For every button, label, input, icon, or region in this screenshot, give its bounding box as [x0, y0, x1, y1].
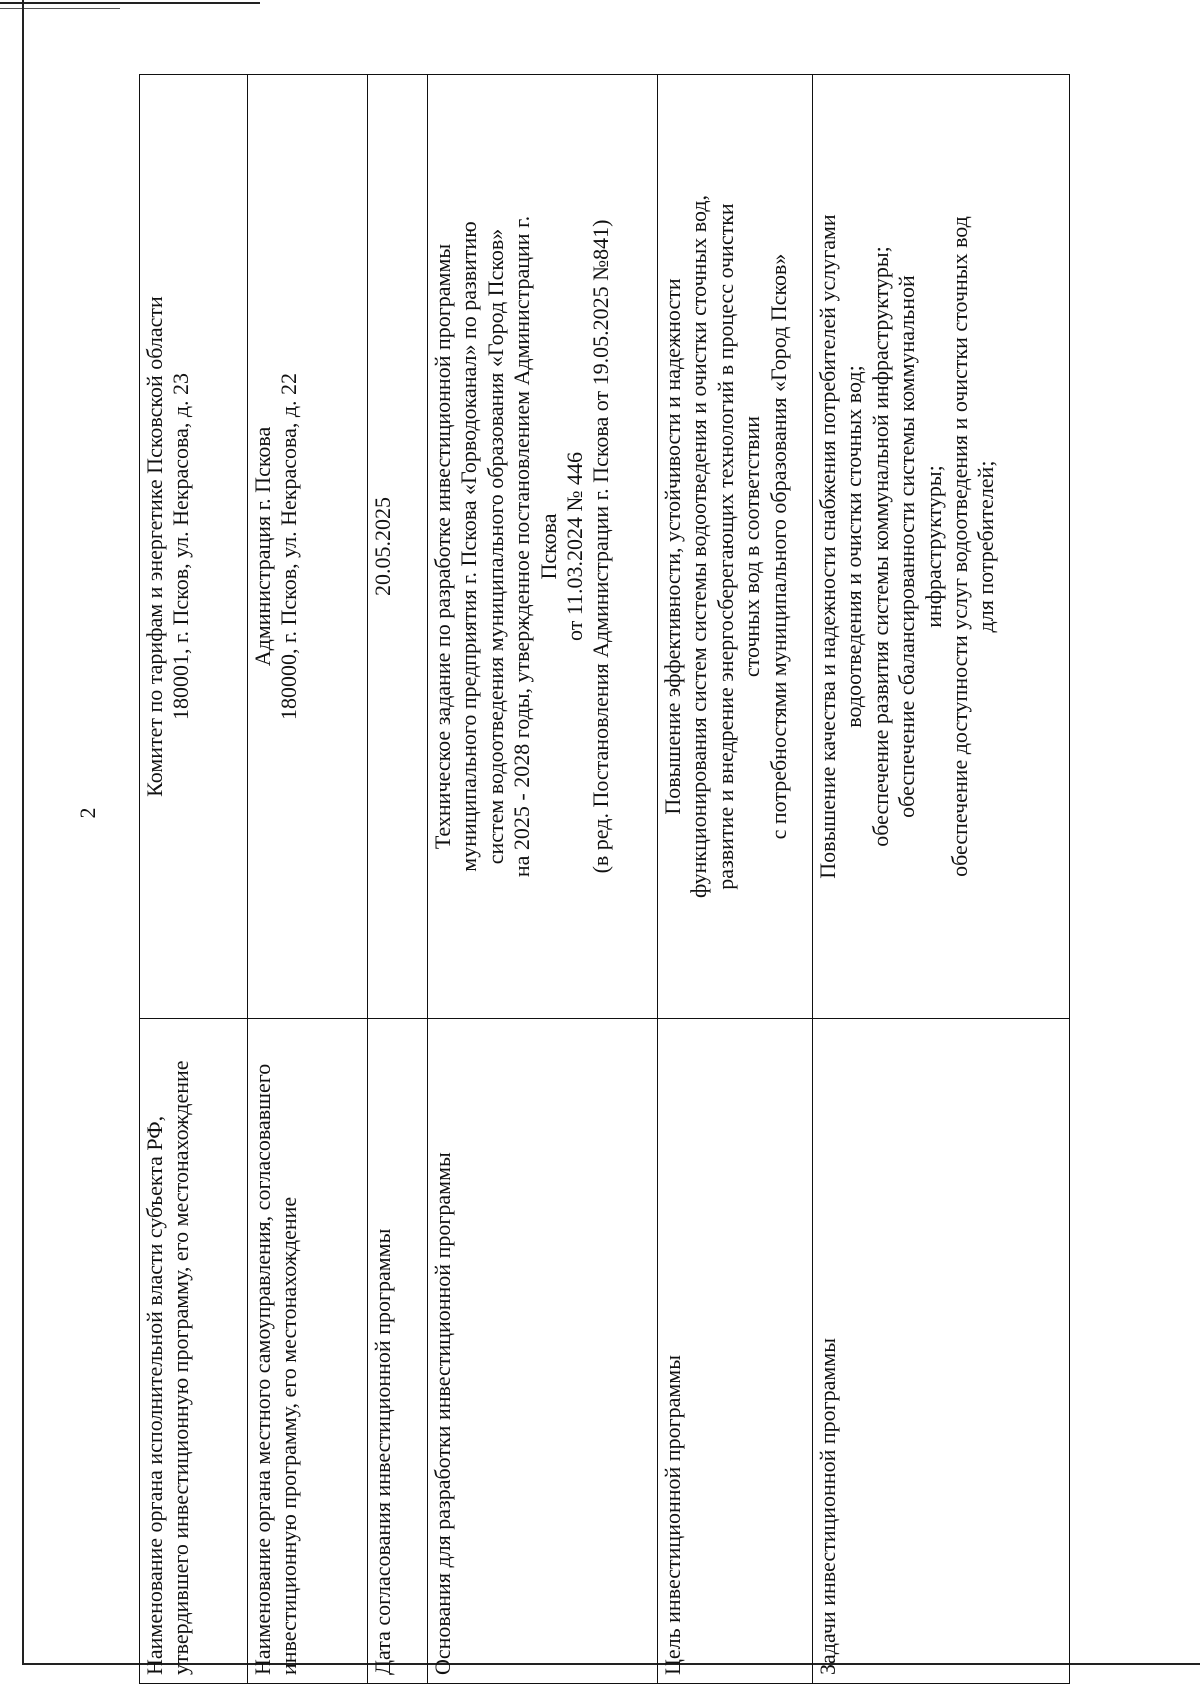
value-line: Повышение качества и надежности снабжения потребителей услугами: [815, 214, 840, 879]
value-line: Повышение эффективности, устойчивости и надежности: [660, 278, 685, 815]
value-line: с потребностями муниципального образования «Город Псков»: [765, 253, 791, 840]
table-row: [658, 75, 813, 1684]
row-label: Наименование органа исполнительной власти субъекта РФ, утвердившего инвестиционную программу, его местонахождение: [140, 1019, 248, 1684]
value-line: Администрация г. Пскова: [250, 426, 275, 667]
value-line: Комитет по тарифам и энергетике Псковской области: [142, 296, 167, 797]
value-line: развитие и внедрение энергосберегающих технологий в процесс очистки: [712, 203, 738, 890]
value-line: сточных вод в соответствии: [739, 415, 765, 678]
value-line: инфраструктуры;: [920, 465, 946, 628]
value-line: Пскова: [535, 513, 561, 580]
rotated-table-container: [139, 74, 1069, 1684]
table-row: [813, 75, 1070, 1684]
row-value: [248, 75, 368, 1019]
scan-frame-top: [0, 2, 260, 4]
row-label: Наименование органа местного самоуправления, согласовавшего инвестиционную программу, его местонахождение: [248, 1019, 368, 1684]
value-line: на 2025 - 2028 годы, утвержденное постановлением Администрации г.: [509, 215, 535, 878]
row-label: Дата согласования инвестиционной программы: [368, 1019, 428, 1684]
row-value: [140, 75, 248, 1019]
value-line: 20.05.2025: [370, 497, 395, 596]
table-row: [248, 75, 368, 1684]
value-line: 180000, г. Псков, ул. Некрасова, д. 22: [276, 372, 302, 721]
row-value: [368, 75, 428, 1019]
value-line: (в ред. Постановления Администрации г. Пскова от 19.05.2025 №841): [588, 219, 614, 874]
value-line: для потребителей;: [973, 460, 999, 633]
value-line: водоотведения и очистки сточных вод;: [841, 365, 867, 728]
table-row: [428, 75, 658, 1684]
row-value: [813, 75, 1070, 1019]
value-line: муниципального предприятия г. Пскова «Горводоканал» по развитию: [456, 221, 482, 872]
value-line: функционирования систем системы водоотведения и очистки сточных вод,: [686, 194, 712, 899]
value-line: от 11.03.2024 № 446: [561, 452, 587, 641]
value-line: систем водоотведения муниципального образования «Город Псков»: [482, 228, 508, 865]
value-line: обеспечение доступности услуг водоотведения и очистки сточных вод: [946, 216, 972, 877]
value-line: 180001, г. Псков, ул. Некрасова, д. 23: [168, 372, 194, 721]
row-value: [428, 75, 658, 1019]
program-passport-table: [139, 74, 1070, 1684]
row-value: [658, 75, 813, 1019]
scan-frame-left: [22, 0, 24, 1665]
value-line: Техническое задание по разработке инвестиционной программы: [430, 243, 455, 850]
row-label: Задачи инвестиционной программы: [813, 1019, 1070, 1684]
value-line: обеспечение сбалансированности системы коммунальной: [894, 275, 920, 818]
rotated-table-inner: [139, 74, 1069, 1684]
value-line: обеспечение развития системы коммунальной инфраструктуры;: [867, 246, 893, 847]
table-row: [140, 75, 248, 1684]
row-label: Цель инвестиционной программы: [658, 1019, 813, 1684]
scan-frame-top-secondary: [0, 8, 120, 9]
page-number: 2: [75, 807, 100, 819]
row-label: Основания для разработки инвестиционной программы: [428, 1019, 658, 1684]
table-row: [368, 75, 428, 1684]
